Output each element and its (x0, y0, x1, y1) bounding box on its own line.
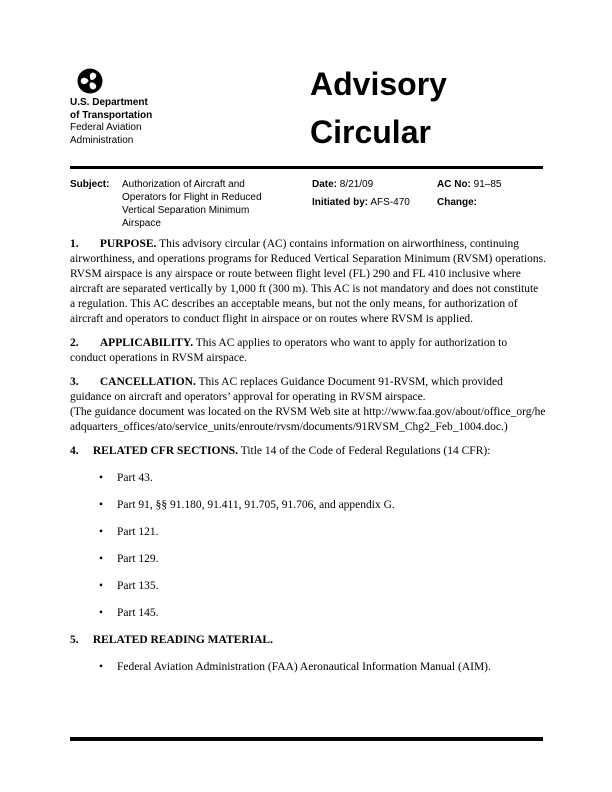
agency-name-line1: U.S. Department (70, 97, 148, 108)
section-related-cfr (70, 444, 546, 459)
section-cancellation (70, 375, 546, 435)
doc-title-line2: Circular (310, 114, 431, 150)
section-number: 3. (70, 376, 79, 388)
section-text: This AC applies to operators who want to apply for authorization to conduct operations in RVSM airspace. (70, 337, 508, 364)
section-text: This advisory circular (AC) contains information on airworthiness, continuing airworthiness, and operations programs for Reduced Vertical Separation Minimum (RVSM) operations. RVSM airspace is any airspace or route between flight level (FL) 290 and FL 410 inclusive where aircraft are separated vertically by 1,000 ft (300 m). This AC is not mandatory and does not constitute a regulation. This AC describes an acceptable means, but not the only means, for authorization of aircraft and operators to conduct flight in airspace or on routes where RVSM is applied. (70, 238, 547, 325)
list-item: • Part 145. (70, 606, 546, 621)
section-heading: RELATED READING MATERIAL. (92, 634, 273, 646)
section-number: 4. (70, 445, 79, 457)
initiated-by-row (312, 196, 410, 209)
subject-line: Vertical Separation Minimum (122, 205, 250, 216)
subject-value (122, 178, 302, 230)
document-body (70, 237, 546, 687)
section-heading: PURPOSE. (99, 238, 157, 250)
subject-line: Airspace (122, 218, 161, 229)
ac-number-row (437, 178, 501, 191)
section-text: This AC replaces Guidance Document 91-RVSM, which provided guidance on aircraft and operators’ approval for operating in RVSM airspace. (70, 376, 503, 403)
list-item: • Federal Aviation Administration (FAA) Aeronautical Information Manual (AIM). (70, 660, 546, 675)
date-row (312, 178, 373, 191)
agency-name-line2: of Transportation (70, 109, 153, 121)
subject-line: Authorization of Aircraft and (122, 179, 245, 190)
section-heading: CANCELLATION. (99, 376, 196, 388)
doc-title (310, 60, 447, 156)
initiated-by-value: AFS-470 (370, 197, 410, 208)
date-value: 8/21/09 (339, 179, 374, 190)
footer-rule (70, 737, 543, 741)
subject-label: Subject: (70, 179, 110, 190)
agency-block (70, 68, 152, 147)
cancellation-note: (The guidance document was located on the RVSM Web site at http://www.faa.gov/about/office_org/headquarters_offices/ato/service_units/enroute/rvsm/documents/91RVSM_Chg2_Feb_1004.doc.) (70, 406, 546, 433)
list-item: • Part 135. (70, 579, 546, 594)
reading-list (70, 660, 546, 675)
date-label: Date: (312, 179, 338, 190)
section-number: 2. (70, 337, 79, 349)
section-text: Title 14 of the Code of Federal Regulations (14 CFR): (240, 445, 491, 457)
section-applicability (70, 336, 546, 366)
agency-name-line3: Federal Aviation (70, 122, 142, 133)
cfr-list (70, 471, 546, 621)
initiated-by-label: Initiated by: (312, 197, 369, 208)
list-item: • Part 91, §§ 91.180, 91.411, 91.705, 91.706, and appendix G. (70, 498, 546, 513)
ac-number-label: AC No: (437, 179, 471, 190)
section-heading: APPLICABILITY. (99, 337, 194, 349)
list-item: • Part 121. (70, 525, 546, 540)
section-related-reading (70, 633, 546, 648)
section-heading: RELATED CFR SECTIONS. (92, 445, 239, 457)
us-dot-triskelion-logo-icon (77, 68, 103, 94)
list-item: • Part 43. (70, 471, 546, 486)
doc-title-line1: Advisory (310, 66, 447, 102)
change-label: Change: (437, 197, 477, 208)
agency-name-line4: Administration (70, 134, 134, 146)
subject-line: Operators for Flight in Reduced (122, 192, 262, 203)
change-row (437, 196, 477, 209)
section-number: 5. (70, 634, 79, 646)
header-rule (70, 166, 543, 169)
list-item: • Part 129. (70, 552, 546, 567)
section-purpose (70, 237, 546, 327)
section-number: 1. (70, 238, 79, 250)
ac-number-value: 91–85 (473, 179, 502, 190)
